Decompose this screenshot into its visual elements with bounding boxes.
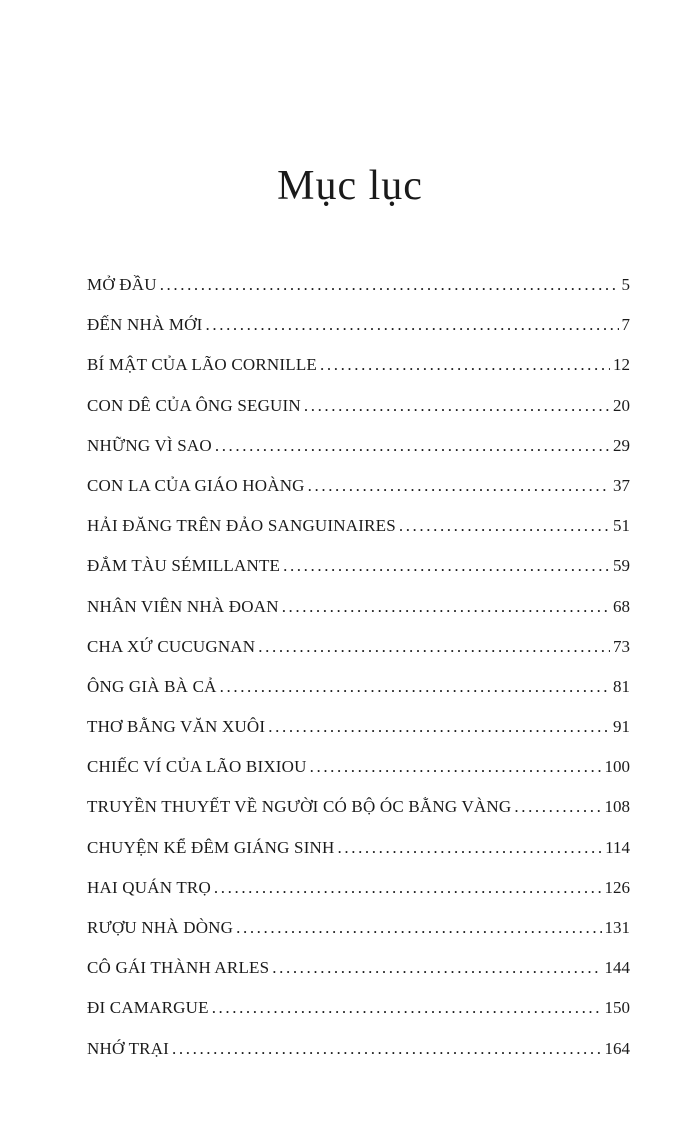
toc-page-number: 5 bbox=[621, 275, 630, 294]
toc-page-number: 7 bbox=[621, 315, 630, 335]
dot-leader bbox=[258, 630, 610, 664]
toc-entry-title: ÔNG GIÀ BÀ CẢ bbox=[87, 676, 217, 696]
toc-entry bbox=[87, 429, 630, 469]
toc-entry bbox=[87, 348, 630, 388]
toc-entry-title: MỞ ĐẦU bbox=[87, 275, 157, 294]
toc-entry-title: ĐẾN NHÀ MỚI bbox=[87, 315, 203, 335]
toc-entry-title: CÔ GÁI THÀNH ARLES bbox=[87, 958, 270, 978]
toc-entry-title: TRUYỀN THUYẾT VỀ NGƯỜI CÓ BỘ ÓC BẰNG VÀNG bbox=[87, 797, 512, 817]
toc-page-number: 81 bbox=[613, 676, 630, 696]
toc-entry-title: NHỮNG VÌ SAO bbox=[87, 435, 212, 455]
toc-page-number: 12 bbox=[613, 355, 630, 375]
toc-page-number: 144 bbox=[604, 958, 630, 978]
dot-leader bbox=[212, 991, 602, 1025]
dot-leader bbox=[282, 590, 610, 624]
toc-entry-title: CHIẾC VÍ CỦA LÃO BIXIOU bbox=[87, 757, 307, 777]
toc-entry bbox=[87, 630, 630, 670]
toc-page-number: 150 bbox=[604, 998, 630, 1018]
toc-entry bbox=[87, 710, 630, 750]
dot-leader bbox=[272, 951, 601, 985]
toc-entry bbox=[87, 670, 630, 710]
toc-entry bbox=[87, 268, 630, 308]
dot-leader bbox=[215, 429, 610, 463]
toc-page-number: 108 bbox=[604, 797, 630, 817]
dot-leader bbox=[160, 268, 619, 302]
dot-leader bbox=[399, 509, 610, 543]
toc-entry bbox=[87, 1032, 630, 1072]
toc-entry-title: CHA XỨ CUCUGNAN bbox=[87, 636, 256, 656]
toc-entry-title: ĐI CAMARGUE bbox=[87, 998, 209, 1018]
toc-entry bbox=[87, 590, 630, 630]
toc-entry bbox=[87, 831, 630, 871]
toc-entry-title: HẢI ĐĂNG TRÊN ĐẢO SANGUINAIRES bbox=[87, 516, 396, 536]
toc-page-number: 20 bbox=[613, 395, 630, 415]
toc-page-number: 59 bbox=[613, 556, 630, 576]
toc-entry-title: BÍ MẬT CỦA LÃO CORNILLE bbox=[87, 355, 318, 375]
dot-leader bbox=[338, 831, 603, 865]
toc-entry-title: CON LA CỦA GIÁO HOÀNG bbox=[87, 475, 305, 495]
dot-leader bbox=[206, 308, 619, 342]
page-title: Mục lục bbox=[277, 163, 423, 209]
toc-page-number: 29 bbox=[613, 435, 630, 455]
toc-page-number: 51 bbox=[613, 516, 630, 536]
toc-entry bbox=[87, 911, 630, 951]
toc-entry-title: CHUYỆN KỂ ĐÊM GIÁNG SINH bbox=[87, 837, 335, 857]
dot-leader bbox=[514, 790, 601, 824]
toc-page-number: 114 bbox=[605, 837, 630, 857]
toc-page-number: 131 bbox=[604, 918, 630, 937]
dot-leader bbox=[304, 389, 610, 423]
toc-entry-title: HAI QUÁN TRỌ bbox=[87, 877, 211, 897]
toc-entry bbox=[87, 871, 630, 911]
toc-page-number: 100 bbox=[604, 757, 630, 777]
toc-page-number: 68 bbox=[613, 596, 630, 616]
toc-entry-title: ĐẮM TÀU SÉMILLANTE bbox=[87, 556, 281, 576]
dot-leader bbox=[308, 469, 610, 503]
toc-page-number: 73 bbox=[613, 636, 630, 656]
toc-entry bbox=[87, 991, 630, 1031]
toc-page-number: 91 bbox=[613, 717, 630, 737]
toc-entry bbox=[87, 469, 630, 509]
dot-leader bbox=[268, 710, 610, 744]
dot-leader bbox=[320, 348, 610, 382]
toc-entry bbox=[87, 750, 630, 790]
toc-page-number: 126 bbox=[604, 877, 630, 897]
toc-entry-title: NHÂN VIÊN NHÀ ĐOAN bbox=[87, 596, 279, 616]
dot-leader bbox=[214, 871, 602, 905]
toc-entry bbox=[87, 509, 630, 549]
table-of-contents bbox=[87, 268, 630, 1072]
toc-entry-title: RƯỢU NHÀ DÒNG bbox=[87, 918, 234, 937]
toc-entry bbox=[87, 951, 630, 991]
toc-entry bbox=[87, 790, 630, 830]
toc-entry-title: NHỚ TRẠI bbox=[87, 1038, 170, 1058]
dot-leader bbox=[236, 911, 601, 945]
toc-entry-title: THƠ BẰNG VĂN XUÔI bbox=[87, 717, 266, 737]
toc-entry bbox=[87, 308, 630, 348]
dot-leader bbox=[172, 1032, 601, 1066]
toc-page-number: 164 bbox=[604, 1038, 630, 1058]
toc-entry-title: CON DÊ CỦA ÔNG SEGUIN bbox=[87, 395, 301, 415]
dot-leader bbox=[283, 549, 610, 583]
toc-entry bbox=[87, 389, 630, 429]
dot-leader bbox=[220, 670, 610, 704]
dot-leader bbox=[310, 750, 602, 784]
toc-entry bbox=[87, 549, 630, 589]
toc-page-number: 37 bbox=[613, 475, 630, 495]
